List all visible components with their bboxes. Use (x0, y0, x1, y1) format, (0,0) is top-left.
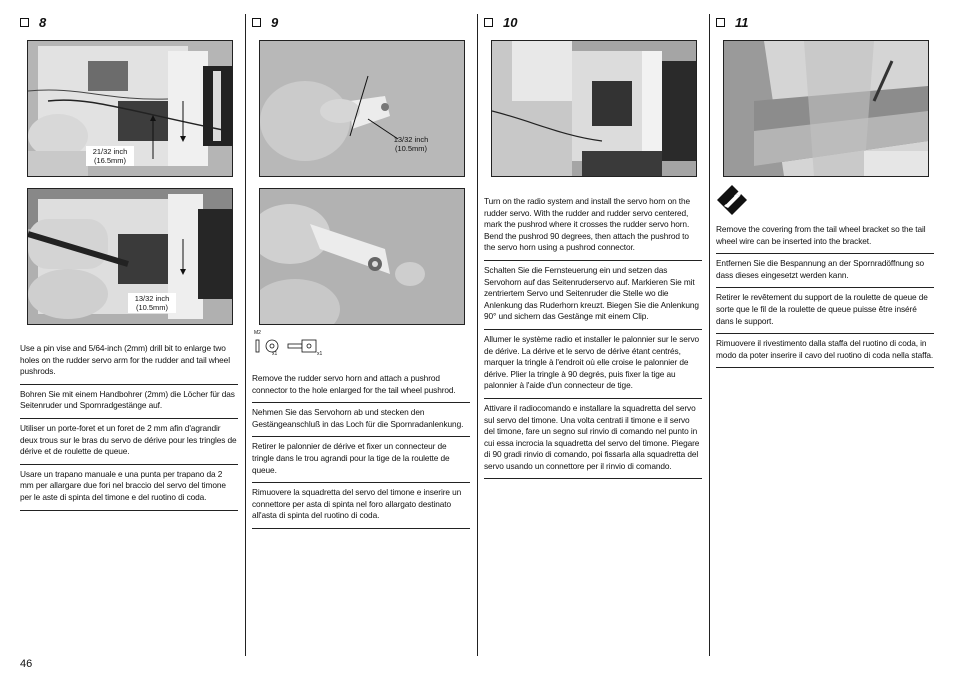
paragraph-fr: Utiliser un porte-foret et un foret de 2 mm afin d'agrandir deux trous sur le bras du servo de dérive pour les tringles de dérive et de roulette de queue. (20, 419, 238, 465)
paragraph-it: Rimuovere la squadretta del servo del timone e inserire un connettore per asta di spinta nel foro allargato destinato all'asta di spinta del ruotino di coda. (252, 483, 470, 529)
step-10-text (484, 196, 702, 479)
measurement-caption: 21/32 inch (16.5mm) (86, 146, 134, 166)
step-8-text (20, 343, 238, 511)
paragraph-de: Entfernen Sie die Bespannung an der Spornradöffnung so dass dieses eingesetzt werden kann. (716, 254, 934, 288)
paragraph-it: Usare un trapano manuale e una punta per trapano da 2 mm per allargare due fori nel braccio del servo del timone per le aste di spinta del timone e del ruotino di coda. (20, 465, 238, 511)
paragraph-en: Remove the rudder servo horn and attach a pushrod connector to the hole enlarged for the tail wheel pushrod. (252, 373, 470, 403)
column-divider (709, 14, 710, 656)
step-11-header (716, 14, 749, 36)
paragraph-fr: Retirer le revêtement du support de la roulette de queue de sorte que le fil de la roulette de queue puisse être inséré dans le support. (716, 288, 934, 334)
column-divider (245, 14, 246, 656)
checkbox-icon[interactable] (484, 18, 493, 27)
step-9-text (252, 373, 470, 529)
checkbox-icon[interactable] (20, 18, 29, 27)
measurement-caption: 13/32 inch (10.5mm) (128, 293, 176, 313)
step-9-header (252, 14, 278, 36)
step-number: 10 (503, 14, 518, 30)
step-8-header (20, 14, 46, 36)
paragraph-fr: Allumer le système radio et installer le palonnier sur le servo de dérive. La dérive et le servo de dérive étant centrés, marquer la tringle à l'endroit où elle croise le palonnier de dérive. Plier la tringle à 90 degrés, puis fixer la tige au palonnier à l'aide d'un connecteur de tige. (484, 330, 702, 399)
knife-tool-icon (716, 184, 748, 216)
quantity-label: x1 (317, 351, 323, 357)
step-9-photo-top (259, 40, 465, 177)
step-11-photo (723, 40, 929, 177)
paragraph-de: Schalten Sie die Fernsteuerung ein und setzen das Servohorn auf das Seitenruderservo auf. Markieren Sie mit zentriertem Servo und Seitenruder die Stelle wo die Anlenkung das Ruderhorn kreuzt. Biegen Sie die Anlenkung 90° und sichern das Gestänge mit einem Clip. (484, 261, 702, 330)
paragraph-en: Remove the covering from the tail wheel bracket so the tail wheel wire can be inserted into the bracket. (716, 224, 934, 254)
step-number: 8 (39, 14, 47, 30)
checkbox-icon[interactable] (716, 18, 725, 27)
step-10-header (484, 14, 517, 36)
step-10-photo (491, 40, 697, 177)
step-9-photo-bottom (259, 188, 465, 325)
paragraph-it: Attivare il radiocomando e installare la squadretta del servo sul servo del timone. Una volta centrati il timone e il servo del timone, fare un segno sul rinvio di comando nel punto in cui essa incrocia la squadretta del servo del timone. Piegare di 90 gradi rinvio di comando, poi fissarla alla squadretta del servo usando un connettore per il rinvio di comando. (484, 399, 702, 480)
paragraph-de: Bohren Sie mit einem Handbohrer (2mm) die Löcher für das Seitenruder und Spornradgestänge auf. (20, 385, 238, 419)
paragraph-en: Turn on the radio system and install the servo horn on the rudder servo. With the rudder and rudder servo centered, mark the pushrod where it crosses the rudder servo horn. Bend the pushrod 90 degrees, then attach the pushrod to the servo horn using a pushrod connector. (484, 196, 702, 261)
hardware-icons (254, 328, 334, 358)
step-11-text (716, 224, 934, 368)
hardware-label: M2 (254, 330, 261, 336)
paragraph-de: Nehmen Sie das Servohorn ab und stecken den Gestängeanschluß in das Loch für die Spornradanlenkung. (252, 403, 470, 437)
step-number: 11 (735, 14, 749, 30)
measurement-caption: 13/32 inch (10.5mm) (393, 135, 429, 153)
paragraph-it: Rimuovere il rivestimento dalla staffa del ruotino di coda, in modo da poter inserire il cavo del ruotino di coda nella staffa. (716, 334, 934, 368)
checkbox-icon[interactable] (252, 18, 261, 27)
quantity-label: x1 (272, 351, 278, 357)
step-number: 9 (271, 14, 279, 30)
column-divider (477, 14, 478, 656)
page-number: 46 (20, 658, 33, 670)
paragraph-fr: Retirer le palonnier de dérive et fixer un connecteur de tringle dans le trou agrandi pour la tige de la roulette de queue. (252, 437, 470, 483)
paragraph-en: Use a pin vise and 5/64-inch (2mm) drill bit to enlarge two holes on the rudder servo arm for the rudder and tail wheel pushrods. (20, 343, 238, 385)
